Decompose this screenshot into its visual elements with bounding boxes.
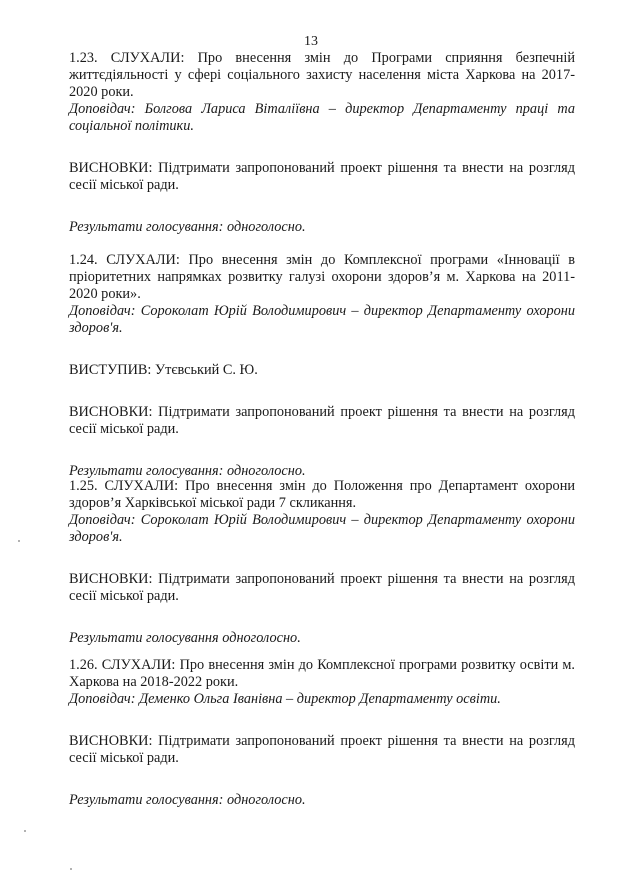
- agenda-item-1-25: [69, 478, 575, 647]
- conclusion-label: ВИСНОВКИ:: [69, 733, 153, 749]
- vote-label: Результати голосування:: [69, 463, 224, 479]
- heard-paragraph: [69, 478, 575, 512]
- heard-paragraph: [69, 50, 575, 101]
- conclusion-paragraph: [69, 733, 575, 767]
- speaker-text: Деменко Ольга Іванівна – директор Департаменту освіти.: [139, 691, 501, 707]
- heard-text: Про внесення змін до Комплексної програми розвитку освіти м. Харкова на 2018-2022 роки.: [69, 657, 576, 690]
- agenda-item-1-23: [69, 50, 575, 236]
- speaker-label: Доповідач:: [69, 512, 136, 528]
- heard-text: Про внесення змін до Положення про Департамент охорони здоров’я Харківської міської ради 7 скликання.: [69, 478, 575, 511]
- heard-paragraph: [69, 657, 575, 691]
- speaker-label: Доповідач:: [69, 691, 136, 707]
- vote-paragraph: [69, 219, 575, 236]
- spoke-text: Утєвський С. Ю.: [155, 362, 258, 378]
- heard-text: Про внесення змін до Комплексної програми «Інновації в пріоритетних напрямках розвитку галузі охорони здоров’я м. Харкова на 2011-2020 роки».: [69, 252, 576, 302]
- spoke-label: ВИСТУПИВ:: [69, 362, 152, 378]
- heard-text: Про внесення змін до Програми сприяння безпечній життєдіяльності у сфері соціального захисту населення міста Харкова на 2017-2020 роки.: [69, 50, 575, 100]
- scan-speck: [24, 830, 26, 832]
- vote-paragraph: [69, 792, 575, 809]
- vote-paragraph: [69, 630, 575, 647]
- heard-label: 1.25. СЛУХАЛИ:: [69, 478, 179, 494]
- conclusion-text: Підтримати запропонований проект рішення та внести на розгляд сесії міської ради.: [69, 571, 575, 604]
- scan-speck: [18, 540, 20, 542]
- page-number: 13: [304, 34, 318, 49]
- speaker-text: Сороколат Юрій Володимирович – директор Департаменту охорони здоров'я.: [69, 512, 576, 545]
- heard-label: 1.26. СЛУХАЛИ:: [69, 657, 176, 673]
- speaker-label: Доповідач:: [69, 101, 136, 117]
- vote-label: Результати голосування:: [69, 219, 224, 235]
- speaker-paragraph: [69, 101, 575, 135]
- agenda-item-1-26: [69, 657, 575, 809]
- conclusion-text: Підтримати запропонований проект рішення та внести на розгляд сесії міської ради.: [69, 733, 575, 766]
- heard-label: 1.24. СЛУХАЛИ:: [69, 252, 180, 268]
- vote-text: одноголосно.: [222, 630, 301, 646]
- conclusion-text: Підтримати запропонований проект рішення та внести на розгляд сесії міської ради.: [69, 160, 575, 193]
- speaker-label: Доповідач:: [69, 303, 136, 319]
- speaker-paragraph: [69, 303, 575, 337]
- conclusion-label: ВИСНОВКИ:: [69, 404, 153, 420]
- speaker-text: Сороколат Юрій Володимирович – директор Департаменту охорони здоров'я.: [69, 303, 576, 336]
- heard-label: 1.23. СЛУХАЛИ:: [69, 50, 185, 66]
- conclusion-paragraph: [69, 571, 575, 605]
- spoke-paragraph: [69, 362, 575, 379]
- speaker-paragraph: [69, 512, 575, 546]
- vote-label: Результати голосування:: [69, 792, 224, 808]
- conclusion-paragraph: [69, 404, 575, 438]
- vote-text: одноголосно.: [227, 463, 306, 479]
- conclusion-label: ВИСНОВКИ:: [69, 571, 153, 587]
- vote-text: одноголосно.: [227, 219, 306, 235]
- agenda-item-1-24: [69, 252, 575, 480]
- speaker-paragraph: [69, 691, 575, 708]
- conclusion-label: ВИСНОВКИ:: [69, 160, 153, 176]
- speaker-text: Болгова Лариса Віталіївна – директор Департаменту праці та соціальної політики.: [69, 101, 575, 134]
- heard-paragraph: [69, 252, 575, 303]
- vote-label: Результати голосування: [69, 630, 219, 646]
- scan-speck: [70, 868, 72, 870]
- vote-text: одноголосно.: [227, 792, 306, 808]
- conclusion-text: Підтримати запропонований проект рішення та внести на розгляд сесії міської ради.: [69, 404, 575, 437]
- conclusion-paragraph: [69, 160, 575, 194]
